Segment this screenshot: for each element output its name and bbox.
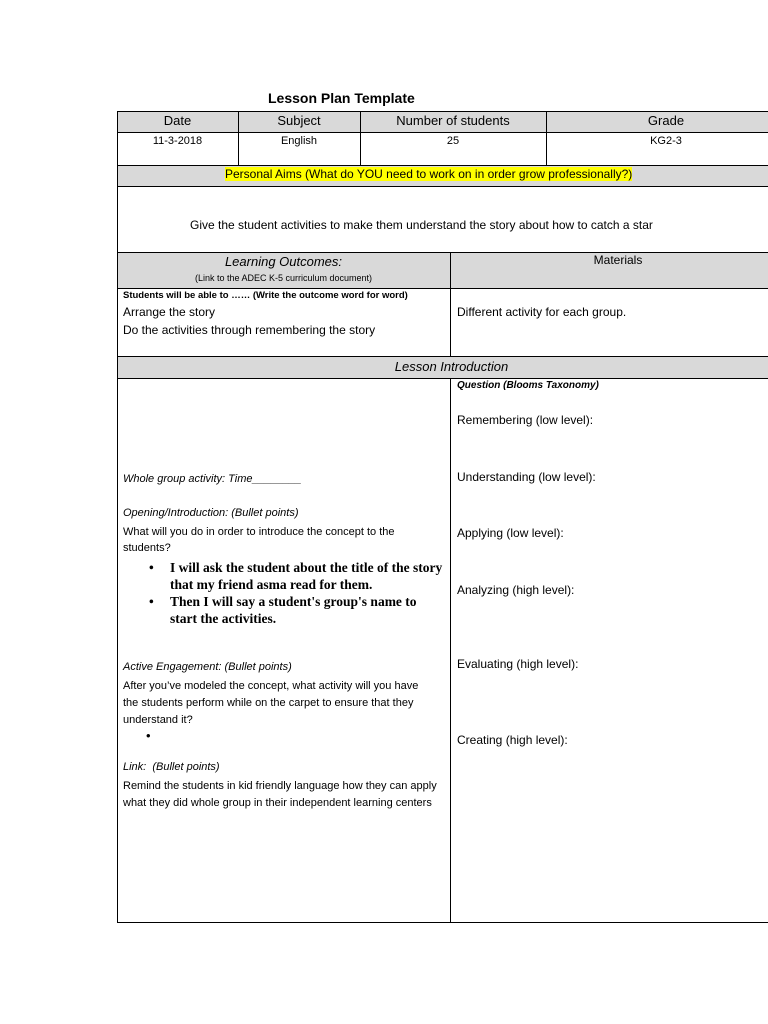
opening-bullet-item [123, 559, 445, 593]
engagement-label: Active Engagement: (Bullet points) [123, 661, 292, 673]
value-grade: KG2-3 [650, 135, 682, 147]
opening-prompt: What will you do in order to introduce the concept to the students? [123, 526, 395, 554]
question-creating: Creating (high level): [457, 733, 568, 747]
opening-label: Opening/Introduction: (Bullet points) [123, 507, 299, 519]
materials-heading: Materials [593, 253, 643, 267]
header-subject: Subject [277, 113, 321, 128]
outcome-item: Arrange the story [123, 305, 216, 319]
header-grade: Grade [647, 113, 685, 128]
page-title: Lesson Plan Template [268, 90, 415, 106]
materials-text: Different activity for each group. [457, 305, 627, 319]
bullet-icon: • [149, 560, 154, 575]
whole-group-activity: Whole group activity: Time________ [123, 473, 302, 485]
value-date: 11-3-2018 [152, 135, 203, 147]
link-prompt: Remind the students in kid friendly language how they can apply what they did whole group in their independent learning centers [123, 780, 437, 809]
lesson-introduction-heading: Lesson Introduction [394, 359, 509, 374]
learning-outcomes-heading: Learning Outcomes: [224, 254, 343, 269]
bullet-icon: • [149, 594, 154, 609]
engagement-prompt: After you’ve modeled the concept, what activity will you have the students perform while on the carpet to ensure that they understand it? [123, 680, 419, 726]
bullet-text: Then I will say a student's group's name to start the activities. [170, 594, 417, 626]
question-applying: Applying (low level): [457, 526, 564, 540]
personal-aims-label: Personal Aims (What do YOU need to work on in order grow professionally?) [225, 167, 633, 181]
personal-aims-text: Give the student activities to make them understand the story about how to catch a star [190, 218, 653, 232]
outcomes-intro: Students will be able to …… (Write the outcome word for word) [123, 290, 408, 301]
header-date: Date [163, 113, 192, 128]
link-label: Link: (Bullet points) [123, 761, 220, 773]
header-number-of-students: Number of students [396, 113, 510, 128]
value-number-of-students: 25 [446, 135, 460, 147]
question-analyzing: Analyzing (high level): [457, 583, 575, 597]
engagement-bullet [146, 728, 151, 743]
opening-bullets [123, 559, 445, 627]
question-remembering: Remembering (low level): [457, 413, 594, 427]
question-evaluating: Evaluating (high level): [457, 657, 579, 671]
bullet-icon: • [146, 728, 151, 743]
learning-outcomes-subheading: (Link to the ADEC K-5 curriculum document) [194, 273, 373, 283]
outcome-item: Do the activities through remembering the story [123, 323, 376, 337]
value-subject: English [280, 135, 318, 147]
questions-heading: Question (Blooms Taxonomy) [457, 380, 599, 391]
bullet-text: I will ask the student about the title of the story that my friend asma read for them. [170, 560, 443, 592]
question-understanding: Understanding (low level): [457, 470, 596, 484]
opening-bullet-item [123, 593, 445, 627]
